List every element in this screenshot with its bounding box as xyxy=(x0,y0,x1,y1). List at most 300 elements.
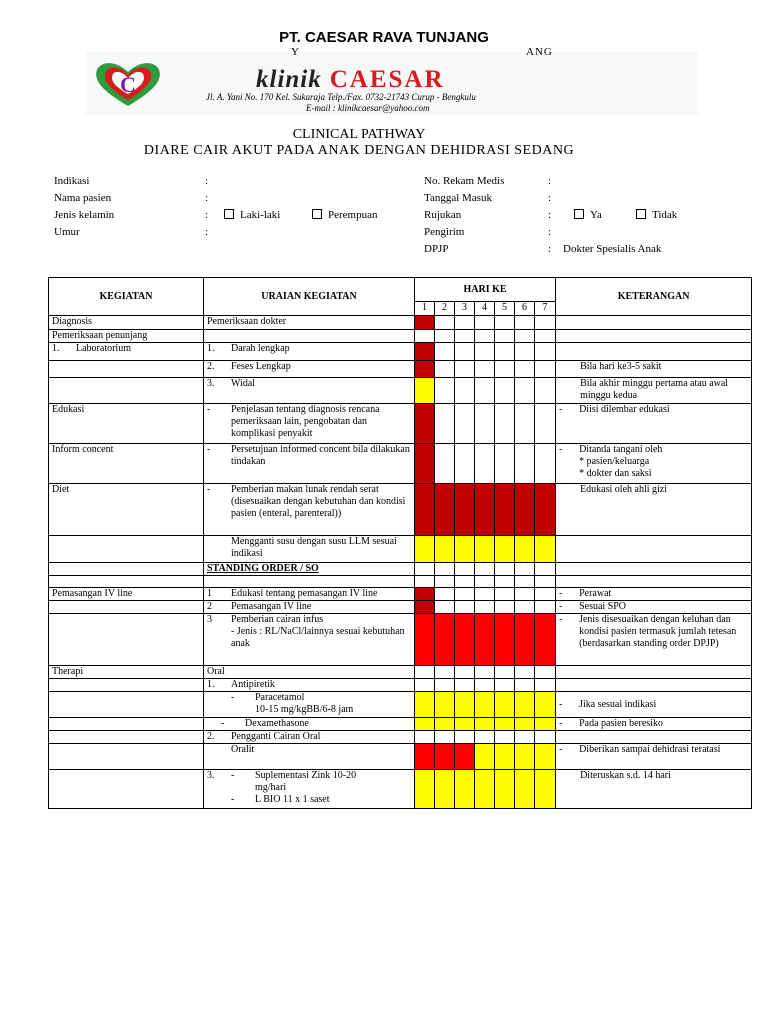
kegiatan-cell xyxy=(49,692,204,718)
keterangan-cell xyxy=(556,316,752,330)
item-dash: - xyxy=(559,444,563,455)
day-cell-filled xyxy=(515,744,535,770)
option-tidak[interactable] xyxy=(636,209,677,221)
table-row xyxy=(49,316,752,330)
item-dash: - xyxy=(207,404,211,415)
day-cell xyxy=(415,679,435,692)
day-cell xyxy=(435,588,455,601)
clinic-brand xyxy=(256,66,445,94)
day-cell xyxy=(535,666,556,679)
day-cell xyxy=(455,444,475,484)
day-cell-filled xyxy=(475,692,495,718)
kegiatan-cell xyxy=(49,361,204,378)
day-header: 7 xyxy=(535,302,556,316)
item-text: Jika sesuai indikasi xyxy=(579,698,657,710)
day-cell-filled xyxy=(435,770,455,809)
checkbox-icon[interactable] xyxy=(636,209,646,219)
day-cell xyxy=(455,563,475,576)
day-cell-filled xyxy=(515,770,535,809)
item-text: Diberikan sampai dehidrasi teratasi xyxy=(579,744,721,755)
kegiatan-cell: Pemasangan IV line xyxy=(49,588,204,601)
clinic-email: E-mail : klinikcaesar@yahoo.com xyxy=(306,103,430,113)
day-cell xyxy=(415,576,435,588)
keterangan-cell: Edukasi oleh ahli gizi xyxy=(556,484,752,536)
day-cell-filled xyxy=(515,692,535,718)
day-cell xyxy=(515,679,535,692)
day-cell-filled xyxy=(415,404,435,444)
table-row xyxy=(49,444,752,484)
item-text: Diisi dilembar edukasi xyxy=(579,404,670,415)
day-cell xyxy=(515,588,535,601)
day-cell-filled xyxy=(535,536,556,563)
day-cell xyxy=(475,563,495,576)
day-cell xyxy=(475,588,495,601)
day-cell xyxy=(515,316,535,330)
day-cell-filled xyxy=(535,692,556,718)
day-cell xyxy=(515,404,535,444)
item-text: * dokter dan saksi xyxy=(579,468,652,479)
day-cell xyxy=(495,343,515,361)
day-cell-filled xyxy=(415,378,435,404)
day-cell-filled xyxy=(535,770,556,809)
letterhead-partial-left: Y xyxy=(291,46,300,58)
day-header: 6 xyxy=(515,302,535,316)
day-cell-filled xyxy=(415,692,435,718)
table-row xyxy=(49,718,752,731)
item-number: 3. xyxy=(207,378,215,389)
day-cell-filled xyxy=(475,770,495,809)
day-cell-filled xyxy=(455,692,475,718)
item-text: Paracetamol xyxy=(255,692,305,703)
label-jenis-kelamin: Jenis kelamin xyxy=(54,209,115,221)
item-text: Ditanda tangani oleh xyxy=(579,444,663,455)
day-cell xyxy=(515,444,535,484)
uraian-cell: Oralit xyxy=(204,744,415,770)
keterangan-cell xyxy=(556,404,752,444)
day-cell-filled xyxy=(435,692,455,718)
day-cell xyxy=(535,378,556,404)
table-row xyxy=(49,536,752,563)
day-cell-filled xyxy=(495,614,515,666)
item-number: 1. xyxy=(52,343,60,354)
day-cell xyxy=(535,343,556,361)
day-cell-filled xyxy=(515,718,535,731)
day-cell-filled xyxy=(415,744,435,770)
keterangan-cell: Bila hari ke3-5 sakit xyxy=(556,361,752,378)
checkbox-icon[interactable] xyxy=(224,209,234,219)
day-cell xyxy=(435,316,455,330)
uraian-cell xyxy=(204,731,415,744)
uraian-cell xyxy=(204,378,415,404)
day-cell xyxy=(515,343,535,361)
day-cell xyxy=(475,601,495,614)
document-subtitle: DIARE CAIR AKUT PADA ANAK DENGAN DEHIDRASI SEDANG xyxy=(143,143,575,158)
option-laki-laki[interactable] xyxy=(224,209,280,221)
day-cell xyxy=(435,679,455,692)
letterhead-partial-right: ANG xyxy=(526,46,553,58)
keterangan-cell xyxy=(556,536,752,563)
item-dash: - xyxy=(221,718,225,729)
item-text: Laboratorium xyxy=(76,343,131,354)
label-tanggal-masuk: Tanggal Masuk xyxy=(424,192,492,204)
day-cell-filled xyxy=(435,614,455,666)
day-cell xyxy=(515,563,535,576)
keterangan-cell xyxy=(556,614,752,666)
day-cell-filled xyxy=(495,536,515,563)
option-ya[interactable] xyxy=(574,209,602,221)
item-dash: - xyxy=(207,484,211,495)
uraian-cell xyxy=(204,484,415,536)
item-number: 3 xyxy=(207,614,212,625)
day-cell-filled xyxy=(535,614,556,666)
day-cell xyxy=(495,576,515,588)
table-row xyxy=(49,484,752,536)
day-cell xyxy=(455,601,475,614)
option-label: Laki-laki xyxy=(240,209,281,221)
label-indikasi: Indikasi xyxy=(54,175,90,187)
item-dash: - xyxy=(559,698,563,710)
item-text: Feses Lengkap xyxy=(231,361,291,372)
header-keterangan: KETERANGAN xyxy=(556,278,752,316)
header-kegiatan: KEGIATAN xyxy=(49,278,204,316)
day-cell-filled xyxy=(415,361,435,378)
day-header: 2 xyxy=(435,302,455,316)
label-dpjp: DPJP xyxy=(424,243,449,255)
uraian-cell: Pemeriksaan dokter xyxy=(204,316,415,330)
day-cell-filled xyxy=(415,588,435,601)
day-cell xyxy=(475,378,495,404)
item-text: Penjelasan tentang diagnosis rencana pemeriksaan lain, pengobatan dan komplikasi penyakit xyxy=(231,404,380,439)
day-cell xyxy=(435,343,455,361)
day-cell xyxy=(515,731,535,744)
day-cell xyxy=(475,666,495,679)
option-label: Ya xyxy=(590,209,602,221)
item-number: 1. xyxy=(207,343,215,354)
table-row xyxy=(49,744,752,770)
option-label: Tidak xyxy=(652,209,678,221)
colon: : xyxy=(205,175,209,187)
keterangan-cell xyxy=(556,692,752,718)
brand-caesar: CAESAR xyxy=(329,66,445,93)
day-cell xyxy=(455,316,475,330)
letterhead xyxy=(86,46,698,115)
day-cell xyxy=(435,330,455,343)
day-cell xyxy=(535,563,556,576)
item-text: Perawat xyxy=(579,588,612,599)
day-cell-filled xyxy=(435,744,455,770)
day-cell xyxy=(435,378,455,404)
uraian-cell xyxy=(204,692,415,718)
day-cell-filled xyxy=(475,484,495,536)
day-cell xyxy=(535,588,556,601)
clinic-logo-icon xyxy=(90,58,166,110)
day-header: 3 xyxy=(455,302,475,316)
dpjp-value: Dokter Spesialis Anak xyxy=(563,243,662,255)
keterangan-cell xyxy=(556,718,752,731)
table-row xyxy=(49,770,752,809)
day-cell xyxy=(475,316,495,330)
item-dash: - xyxy=(207,444,211,455)
day-cell xyxy=(455,361,475,378)
day-cell-filled xyxy=(415,316,435,330)
table-row xyxy=(49,731,752,744)
day-cell-filled xyxy=(415,614,435,666)
day-cell-filled xyxy=(415,601,435,614)
day-cell xyxy=(515,666,535,679)
day-cell-filled xyxy=(455,718,475,731)
keterangan-cell xyxy=(556,444,752,484)
item-number: 1 xyxy=(207,588,212,599)
document-title: CLINICAL PATHWAY xyxy=(292,127,426,142)
item-text: Jenis disesuaikan dengan keluhan dan kondisi pasien termasuk jumlah tetesan (berdasarkan standing order DPJP) xyxy=(579,614,737,649)
day-cell xyxy=(435,444,455,484)
kegiatan-cell: Diet xyxy=(49,484,204,536)
item-dash: - xyxy=(231,794,235,805)
kegiatan-cell: Diagnosis xyxy=(49,316,204,330)
item-text: Persetujuan informed concent bila dilakukan tindakan xyxy=(231,444,410,467)
uraian-cell xyxy=(204,718,415,731)
item-text: Pemberian makan lunak rendah serat (disesuaikan dengan kebutuhan dan kondisi pasien (enteral, parenteral)) xyxy=(231,484,406,519)
day-cell xyxy=(495,444,515,484)
day-cell xyxy=(435,731,455,744)
table-row xyxy=(49,614,752,666)
day-cell-filled xyxy=(415,536,435,563)
item-dash: - xyxy=(231,692,235,703)
day-cell xyxy=(415,731,435,744)
kegiatan-cell xyxy=(49,614,204,666)
label-pengirim: Pengirim xyxy=(424,226,465,238)
item-text: L BIO 11 x 1 saset xyxy=(255,794,330,805)
kegiatan-cell xyxy=(49,731,204,744)
keterangan-cell xyxy=(556,330,752,343)
table-row xyxy=(49,563,752,576)
item-text: Antipiretik xyxy=(231,679,275,690)
day-cell-filled xyxy=(415,444,435,484)
day-cell xyxy=(495,330,515,343)
day-cell-filled xyxy=(495,692,515,718)
day-cell-filled xyxy=(515,484,535,536)
table-row xyxy=(49,404,752,444)
day-cell xyxy=(475,576,495,588)
checkbox-icon[interactable] xyxy=(574,209,584,219)
label-umur: Umur xyxy=(54,226,80,238)
day-cell xyxy=(535,316,556,330)
day-cell xyxy=(495,316,515,330)
item-text: Suplementasi Zink 10-20 mg/hari xyxy=(255,770,357,793)
colon: : xyxy=(548,209,552,221)
day-cell xyxy=(495,563,515,576)
day-cell-filled xyxy=(495,484,515,536)
keterangan-cell xyxy=(556,588,752,601)
checkbox-icon[interactable] xyxy=(312,209,322,219)
table-row xyxy=(49,666,752,679)
item-dash: - xyxy=(231,770,235,781)
day-cell xyxy=(535,361,556,378)
kegiatan-cell xyxy=(49,343,204,361)
day-cell xyxy=(515,361,535,378)
day-header: 1 xyxy=(415,302,435,316)
table-row xyxy=(49,330,752,343)
kegiatan-cell: Pemeriksaan penunjang xyxy=(49,330,204,343)
uraian-cell xyxy=(204,330,415,343)
standing-order-heading: STANDING ORDER / SO xyxy=(204,563,415,576)
day-cell xyxy=(495,731,515,744)
keterangan-cell xyxy=(556,744,752,770)
day-cell xyxy=(435,601,455,614)
keterangan-cell xyxy=(556,343,752,361)
keterangan-cell xyxy=(556,679,752,692)
day-cell-filled xyxy=(535,484,556,536)
day-cell xyxy=(515,601,535,614)
uraian-cell xyxy=(204,343,415,361)
day-cell-filled xyxy=(455,484,475,536)
day-cell-filled xyxy=(415,718,435,731)
kegiatan-cell xyxy=(49,378,204,404)
clinical-pathway-table xyxy=(48,277,752,809)
day-cell xyxy=(435,404,455,444)
table-row xyxy=(49,576,752,588)
item-text: Pada pasien beresiko xyxy=(579,718,663,729)
day-cell xyxy=(535,330,556,343)
day-cell xyxy=(415,666,435,679)
day-cell xyxy=(455,330,475,343)
label-nama-pasien: Nama pasien xyxy=(54,192,112,204)
uraian-cell xyxy=(204,404,415,444)
day-cell-filled xyxy=(475,718,495,731)
colon: : xyxy=(548,175,552,187)
uraian-cell xyxy=(204,444,415,484)
keterangan-cell: Bila akhir minggu pertama atau awal minggu kedua xyxy=(556,378,752,404)
colon: : xyxy=(548,226,552,238)
day-cell xyxy=(435,361,455,378)
day-cell xyxy=(455,731,475,744)
day-cell xyxy=(535,444,556,484)
item-text: * pasien/keluarga xyxy=(579,456,650,467)
item-text: Darah lengkap xyxy=(231,343,290,354)
day-cell-filled xyxy=(535,718,556,731)
item-dash: - xyxy=(559,588,563,599)
day-cell xyxy=(455,588,475,601)
kegiatan-cell xyxy=(49,718,204,731)
header-uraian: URAIAN KEGIATAN xyxy=(204,278,415,316)
day-cell-filled xyxy=(515,536,535,563)
keterangan-cell xyxy=(556,731,752,744)
day-cell xyxy=(455,679,475,692)
day-cell xyxy=(495,588,515,601)
day-cell xyxy=(495,666,515,679)
table-row xyxy=(49,679,752,692)
day-cell-filled xyxy=(415,343,435,361)
item-text: 10-15 mg/kgBB/6-8 jam xyxy=(255,704,354,715)
day-cell-filled xyxy=(475,536,495,563)
day-cell xyxy=(475,731,495,744)
day-cell-filled xyxy=(435,484,455,536)
day-cell xyxy=(455,404,475,444)
kegiatan-cell: Edukasi xyxy=(49,404,204,444)
day-cell xyxy=(455,666,475,679)
uraian-cell xyxy=(204,361,415,378)
item-number: 2 xyxy=(207,601,212,612)
day-cell xyxy=(435,666,455,679)
day-cell xyxy=(475,404,495,444)
table-row xyxy=(49,361,752,378)
uraian-cell xyxy=(204,601,415,614)
day-cell xyxy=(495,378,515,404)
kegiatan-cell xyxy=(49,679,204,692)
keterangan-cell xyxy=(556,563,752,576)
uraian-cell: Mengganti susu dengan susu LLM sesuai indikasi xyxy=(204,536,415,563)
colon: : xyxy=(205,226,209,238)
item-text: Widal xyxy=(231,378,256,389)
day-cell xyxy=(415,330,435,343)
item-dash: - xyxy=(559,614,563,625)
day-cell xyxy=(435,576,455,588)
colon: : xyxy=(205,209,209,221)
item-text: - Jenis : RL/NaCl/lainnya sesuai kebutuhan anak xyxy=(231,626,405,649)
day-cell xyxy=(535,679,556,692)
item-text: Pemasangan IV line xyxy=(231,601,312,612)
item-dash: - xyxy=(559,744,563,755)
day-cell xyxy=(535,601,556,614)
day-cell-filled xyxy=(455,770,475,809)
uraian-cell xyxy=(204,679,415,692)
day-cell xyxy=(475,679,495,692)
day-cell xyxy=(435,563,455,576)
table-row xyxy=(49,588,752,601)
uraian-cell: Oral xyxy=(204,666,415,679)
item-dash: - xyxy=(559,404,563,415)
keterangan-cell xyxy=(556,601,752,614)
day-cell xyxy=(515,576,535,588)
day-cell-filled xyxy=(495,718,515,731)
logo-letter: C xyxy=(120,72,136,97)
day-cell xyxy=(535,576,556,588)
table-row xyxy=(49,343,752,361)
item-text: Edukasi tentang pemasangan IV line xyxy=(231,588,378,599)
kegiatan-cell xyxy=(49,536,204,563)
kegiatan-cell xyxy=(49,576,204,588)
label-rujukan: Rujukan xyxy=(424,209,462,221)
day-cell xyxy=(535,731,556,744)
colon: : xyxy=(548,192,552,204)
option-perempuan[interactable] xyxy=(312,209,377,221)
day-cell-filled xyxy=(435,718,455,731)
day-cell xyxy=(415,563,435,576)
day-cell-filled xyxy=(455,744,475,770)
option-label: Perempuan xyxy=(328,209,378,221)
day-cell xyxy=(455,576,475,588)
kegiatan-cell: Therapi xyxy=(49,666,204,679)
day-cell xyxy=(455,343,475,361)
table-row xyxy=(49,601,752,614)
day-cell-filled xyxy=(535,744,556,770)
item-number: 2. xyxy=(207,361,215,372)
company-name: PT. CAESAR RAVA TUNJANG xyxy=(279,29,489,46)
item-text: Dexamethasone xyxy=(245,718,309,729)
colon: : xyxy=(205,192,209,204)
item-text: Sesuai SPO xyxy=(579,601,627,612)
table-row xyxy=(49,692,752,718)
label-no-rekam-medis: No. Rekam Medis xyxy=(424,175,505,187)
day-cell-filled xyxy=(415,770,435,809)
day-cell xyxy=(495,404,515,444)
item-text: Pemberian cairan infus xyxy=(231,614,324,625)
uraian-cell xyxy=(204,588,415,601)
keterangan-cell xyxy=(556,576,752,588)
item-dash: - xyxy=(559,718,563,729)
header-hari-ke: HARI KE xyxy=(415,278,556,302)
day-cell xyxy=(515,378,535,404)
